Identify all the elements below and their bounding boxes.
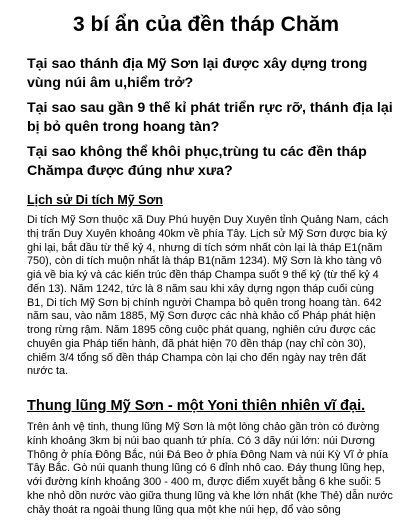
section-history-heading: Lịch sử Di tích Mỹ Sơn (27, 193, 164, 207)
section-valley-body: Trên ảnh vệ tinh, thung lũng Mỹ Sơn là một lòng chảo gần tròn có đường kính khoảng 3km bị núi bao quanh tứ phía. Có 3 dãy núi lớn: núi Dương Thông ở phía Đông Bắc, núi Đá Beo ở phía Đông Nam và núi Kỳ Vĩ ở phía Tây Bắc. Gò núi quanh thung lũng có 6 đỉnh nhô cao. Đáy thung lũng hẹp, với đường kính khoảng 300 - 400 m, được điểm xuyết bằng 6 khe suối: 5 khe nhỏ dồn nước vào giữa thung lũng và khe lớn nhất (khe Thẻ) dẫn nước chảy thoát ra ngoài thung lũng qua một khe núi hẹp, đổ vào sông (27, 421, 393, 516)
section-valley-heading: Thung lũng Mỹ Sơn - một Yoni thiên nhiên vĩ đại. (27, 398, 366, 414)
document-title: 3 bí ẩn của đền tháp Chăm (72, 13, 340, 36)
question-list (27, 55, 395, 187)
question-1: Tại sao thánh địa Mỹ Sơn lại được xây dựng trong vùng núi âm u,hiểm trở? (27, 56, 368, 91)
question-3: Tại sao không thể khôi phục,trùng tu các đền tháp Chămpa được đúng như xưa? (27, 144, 367, 179)
question-2: Tại sao sau gần 9 thế kỉ phát triển rực rỡ, thánh địa lại bị bỏ quên trong hoang tàn? (27, 100, 393, 135)
section-history-body: Di tích Mỹ Sơn thuộc xã Duy Phú huyện Duy Xuyên tỉnh Quảng Nam, cách thị trấn Duy Xuyên khoảng 40km về phía Tây. Lịch sử Mỹ Sơn được bia ký ghi lại, bắt đầu từ thế kỷ 4, nhưng di tích sớm nhất còn lại là tháp E1(năm 750), còn di tích muộn nhất là tháp B1(năm 1234). Mỹ Sơn là kho tàng vô giá về bia ký và các kiến trúc đền tháp Champa suốt 9 thế kỷ (từ thế kỷ 4 đến 13). Năm 1242, tức là 8 năm sau khi xây dựng ngọn tháp cuối cùng B1, Di tích Mỹ Sơn bị chính người Champa bỏ quên trong hoang tàn. 642 năm sau, vào năm 1885, Mỹ Sơn được các nhà khảo cổ Pháp phát hiện trong rừng rậm. Năm 1895 công cuộc phát quang, nghiên cứu được các chuyên gia Pháp tiến hành, đã phát hiện 70 đền tháp (nay chỉ còn 30), chiếm 3/4 tổng số đền tháp Champa còn lại cho đến ngày nay trên đất nước ta. (27, 214, 389, 378)
